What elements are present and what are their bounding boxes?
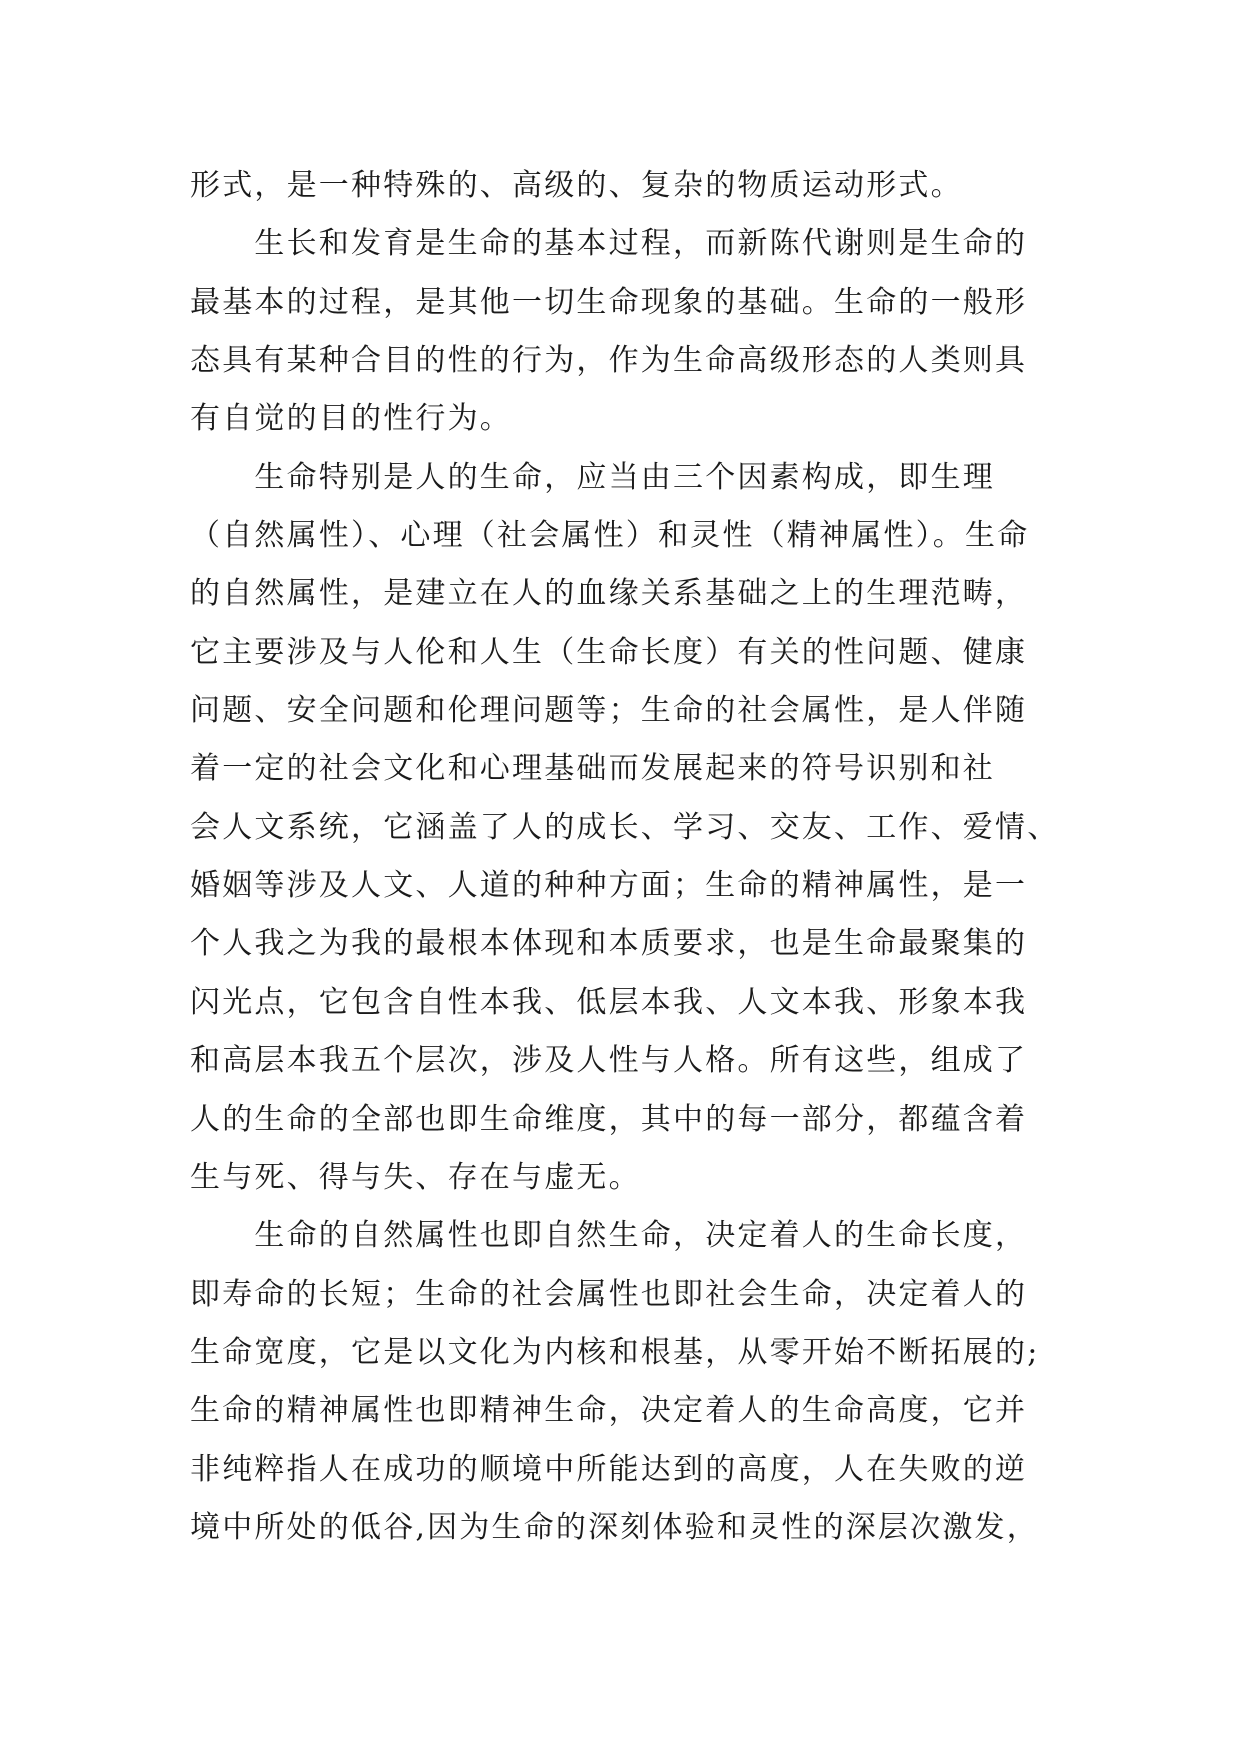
text-line: 婚姻等涉及人文、人道的种种方面；生命的精神属性，是一: [190, 868, 1028, 904]
text-line: 会人文系统，它涵盖了人的成长、学习、交友、工作、爱情、: [190, 809, 1060, 845]
text-line: 即寿命的长短；生命的社会属性也即社会生命，决定着人的: [190, 1276, 1028, 1312]
body-text: [190, 157, 1070, 1557]
text-line: 生命的精神属性也即精神生命，决定着人的生命高度，它并: [190, 1393, 1028, 1429]
text-line: 的自然属性，是建立在人的血缘关系基础之上的生理范畴，: [190, 576, 1028, 612]
text-line: 问题、安全问题和伦理问题等；生命的社会属性，是人伴随: [190, 693, 1028, 729]
text-line: 人的生命的全部也即生命维度，其中的每一部分，都蕴含着: [190, 1101, 1028, 1137]
text-line: 闪光点，它包含自性本我、低层本我、人文本我、形象本我: [190, 984, 1028, 1020]
text-line: 生长和发育是生命的基本过程，而新陈代谢则是生命的: [190, 226, 1028, 262]
text-line: 形式，是一种特殊的、高级的、复杂的物质运动形式。: [190, 168, 963, 203]
text-line: 有自觉的目的性行为。: [190, 401, 512, 437]
text-line: 境中所处的低谷,因为生命的深刻体验和灵性的深层次激发，: [190, 1509, 1039, 1545]
text-line: 生命特别是人的生命，应当由三个因素构成，即生理: [190, 459, 995, 495]
text-line: 生命宽度，它是以文化为内核和根基，从零开始不断拓展的;: [190, 1334, 1040, 1370]
text-line: 个人我之为我的最根本体现和本质要求，也是生命最聚集的: [190, 926, 1028, 962]
text-line: （自然属性）、心理（社会属性）和灵性（精神属性）。生命: [190, 518, 1030, 554]
text-line: 着一定的社会文化和心理基础而发展起来的符号识别和社: [190, 751, 995, 787]
text-line: 非纯粹指人在成功的顺境中所能达到的高度，人在失败的逆: [190, 1451, 1028, 1487]
text-line: 和高层本我五个层次，涉及人性与人格。所有这些，组成了: [190, 1043, 1028, 1079]
text-line: 最基本的过程，是其他一切生命现象的基础。生命的一般形: [190, 284, 1028, 320]
text-line: 它主要涉及与人伦和人生（生命长度）有关的性问题、健康: [190, 634, 1028, 670]
text-line: 生命的自然属性也即自然生命，决定着人的生命长度，: [190, 1218, 1028, 1254]
text-line: 态具有某种合目的性的行为，作为生命高级形态的人类则具: [190, 343, 1028, 379]
text-line: 生与死、得与失、存在与虚无。: [190, 1159, 641, 1195]
